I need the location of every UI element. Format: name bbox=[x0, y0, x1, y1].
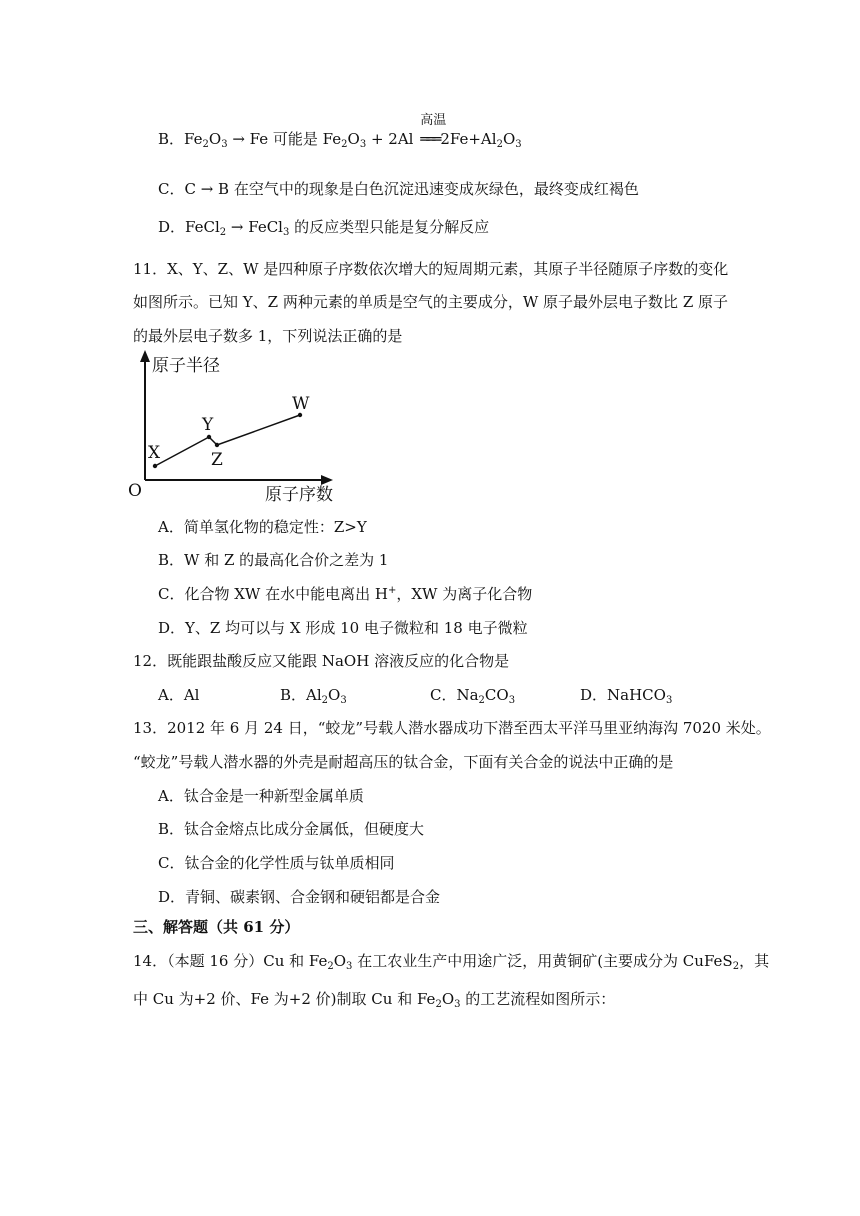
q14-stem-line1: 14．（本题 16 分）Cu 和 $Fe_2O_3$ 在工农业生产中用途广泛，用黄铜矿(主要成分为 CuFeS$_2$，其 bbox=[133, 952, 770, 972]
q13-option-b: B．钛合金熔点比成分金属低，但硬度大 bbox=[158, 820, 425, 838]
x-axis-arrow bbox=[321, 475, 333, 485]
label-x: X bbox=[148, 443, 161, 463]
q13-option-a: A．钛合金是一种新型金属单质 bbox=[158, 787, 364, 805]
q12-option-a: A．Al bbox=[158, 686, 200, 704]
label-w: W bbox=[292, 394, 310, 414]
q13-option-d: D．青铜、碳素钢、合金钢和硬铝都是合金 bbox=[158, 888, 441, 906]
q12-option-c: C．$Na_2CO_3$ bbox=[430, 686, 516, 706]
q11-option-a: A．简单氢化物的稳定性：Z>Y bbox=[158, 518, 367, 536]
q11-option-d: D．Y、Z 均可以与 X 形成 10 电子微粒和 18 电子微粒 bbox=[158, 619, 528, 637]
q11-stem-line3: 的最外层电子数多 1，下列说法正确的是 bbox=[133, 327, 403, 345]
q11-option-c: C．化合物 XW 在水中能电离出 H+，XW 为离子化合物 bbox=[158, 585, 533, 603]
q10-option-d: D．FeCl$_2$ → FeCl$_3$ 的反应类型只能是复分解反应 bbox=[158, 218, 490, 238]
point-y bbox=[207, 435, 211, 439]
label-y: Y bbox=[202, 415, 214, 435]
q14-stem-line2: 中 Cu 为+2 价、Fe 为+2 价)制取 Cu 和 $Fe_2O_3$ 的工艺流程如图所示： bbox=[133, 990, 616, 1010]
q13-stem-line2: “蛟龙”号载人潜水器的外壳是耐超高压的钛合金，下面有关合金的说法中正确的是 bbox=[133, 753, 674, 771]
q11-stem-line1: 11．X、Y、Z、W 是四种原子序数依次增大的短周期元素，其原子半径随原子序数的变化 bbox=[133, 260, 729, 278]
q13-option-c: C．钛合金的化学性质与钛单质相同 bbox=[158, 854, 395, 872]
section-title: 三、解答题（共 61 分） bbox=[133, 918, 300, 936]
y-axis-label: 原子半径 bbox=[152, 356, 220, 376]
q12-option-b: B．$Al_2O_3$ bbox=[280, 686, 347, 706]
y-axis-arrow bbox=[140, 350, 150, 362]
point-x bbox=[153, 464, 157, 468]
radius-trend-line bbox=[155, 415, 300, 466]
q12-stem: 12．既能跟盐酸反应又能跟 NaOH 溶液反应的化合物是 bbox=[133, 652, 510, 670]
q13-stem-line1: 13．2012 年 6 月 24 日，“蛟龙”号载人潜水器成功下潜至西太平洋马里亚纳海沟 7020 米处。 bbox=[133, 719, 771, 737]
q11-option-b: B．W 和 Z 的最高化合价之差为 1 bbox=[158, 551, 389, 569]
reaction-condition: 高温 ═══ bbox=[420, 113, 447, 148]
origin-label: O bbox=[128, 481, 142, 501]
q10-option-c: C．C → B 在空气中的现象是白色沉淀迅速变成灰绿色，最终变成红褐色 bbox=[158, 180, 639, 198]
q12-option-d: D．NaHCO$_3$ bbox=[580, 686, 673, 706]
point-z bbox=[215, 443, 219, 447]
q10-option-b: B．$Fe_2O_3 \to Fe$ 可能是 $Fe_2O_3 + 2Al$ 高温 ═══ $2Fe+Al_2O_3$ bbox=[158, 113, 522, 150]
q11-stem-line2: 如图所示。已知 Y、Z 两种元素的单质是空气的主要成分，W 原子最外层电子数比 Z 原子 bbox=[133, 293, 729, 311]
x-axis-label: 原子序数 bbox=[265, 485, 333, 505]
atomic-radius-graph bbox=[125, 348, 365, 508]
label-z: Z bbox=[211, 450, 223, 470]
